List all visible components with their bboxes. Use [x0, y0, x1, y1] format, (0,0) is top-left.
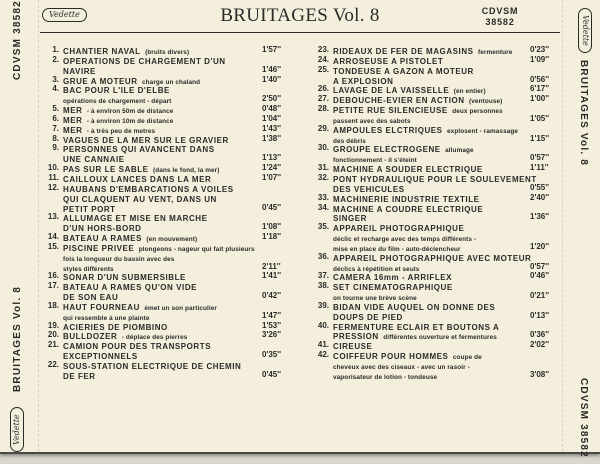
track-duration: 1'40'': [262, 74, 282, 84]
track-line: [313, 271, 553, 281]
track-title: CHANTIER NAVAL: [63, 47, 141, 56]
track-description: coupe de: [452, 354, 482, 362]
track-number: 30.: [317, 143, 329, 153]
track-description: (en mouvement): [146, 236, 198, 244]
track-number: 16.: [47, 271, 59, 281]
track-description: fermenture: [478, 49, 513, 56]
track-item[interactable]: [43, 271, 283, 281]
track-line: [43, 104, 283, 114]
track-description: plongeons - nageur qui fait plusieurs: [138, 245, 255, 253]
track-number: 4.: [52, 84, 59, 94]
track-description: déclics à répétition et seuls: [333, 265, 420, 273]
track-duration: 1'38'': [262, 133, 282, 143]
track-line: [313, 321, 553, 331]
track-title: CAILLOUX LANCES DANS LA MER: [63, 174, 212, 184]
track-title: MACHINE A SOUDER ELECTRIQUE: [333, 165, 483, 175]
track-number: 7.: [52, 123, 59, 133]
track-line: [43, 252, 283, 262]
track-title: OPERATIONS DE CHARGEMENT D'UN: [63, 56, 226, 66]
track-number: 19.: [47, 320, 59, 330]
track-duration: 1'13'': [262, 153, 282, 163]
track-title: CAMERA 16mm - ARRIFLEX: [333, 273, 453, 283]
tracklist-right: [313, 45, 553, 380]
track-duration: 1'43'': [262, 123, 282, 133]
track-title: ACIERIES DE PIOMBINO: [63, 322, 168, 332]
track-duration: 1'47'': [262, 310, 282, 320]
track-number: 28.: [317, 104, 329, 114]
track-number: 23.: [317, 45, 329, 54]
track-title: BULLDOZER: [63, 332, 118, 342]
track-duration: 0'55'': [530, 182, 550, 192]
track-description: on tourne une brève scène: [333, 295, 417, 303]
track-description: - déplace des pierres: [121, 334, 188, 342]
track-description: styles différents: [63, 265, 114, 273]
track-line: [43, 114, 283, 124]
track-number: 26.: [317, 84, 329, 94]
track-item[interactable]: [43, 45, 283, 55]
track-title: COIFFEUR POUR HOMMES: [333, 352, 449, 362]
track-number: 36.: [317, 251, 329, 261]
track-title: HAUBANS D'EMBARCATIONS A VOILES: [63, 184, 234, 194]
track-duration: 0'23'': [530, 45, 550, 54]
right-spine-vedette-logo: Vedette: [578, 8, 592, 53]
left-spine-vedette-logo: Vedette: [10, 407, 24, 452]
track-line: [313, 45, 553, 55]
track-line: [313, 55, 553, 65]
track-number: 34.: [317, 202, 329, 212]
track-item[interactable]: [313, 124, 553, 144]
track-number: 31.: [317, 163, 329, 173]
track-duration: 0'56'': [530, 74, 550, 84]
track-item[interactable]: [313, 55, 553, 65]
track-line: [43, 291, 283, 301]
track-title: PISCINE PRIVEE: [63, 243, 135, 253]
track-title: AMPOULES ELCTRIQUES: [333, 125, 443, 135]
track-line: [43, 55, 283, 65]
track-duration: 0'48'': [262, 104, 282, 114]
track-title: PRESSION: [333, 332, 379, 342]
track-title: PETITE RUE SILENCIEUSE: [333, 106, 448, 116]
track-title: MACHINERIE INDUSTRIE TEXTILE: [333, 194, 480, 204]
track-line: [43, 163, 283, 173]
track-line: [313, 134, 553, 144]
track-duration: 1'18'': [262, 232, 282, 242]
track-line: [313, 242, 553, 252]
track-duration: 1'05'': [530, 113, 550, 123]
track-description: - à environ 50m de distance: [86, 108, 174, 116]
track-item[interactable]: [43, 143, 283, 163]
track-item[interactable]: [43, 124, 283, 134]
track-item[interactable]: [43, 84, 283, 104]
track-title: SINGER: [333, 214, 367, 224]
tracklist-left: [43, 45, 283, 380]
track-description: déclic et recharge avec des temps différents -: [333, 236, 477, 244]
track-description: qui ressemble à une plainte: [63, 314, 150, 322]
track-line: [313, 75, 553, 85]
catalog-prefix: CDVSM: [481, 6, 519, 16]
track-line: [313, 84, 553, 94]
track-duration: 1'24'': [262, 163, 282, 173]
track-description: (dans le fond, la mer): [153, 167, 220, 175]
track-line: [43, 134, 283, 144]
track-item[interactable]: [43, 212, 283, 232]
track-item[interactable]: [43, 55, 283, 75]
track-title: SOUS-STATION ELECTRIQUE DE CHEMIN: [63, 362, 242, 371]
track-number: 33.: [317, 192, 329, 202]
track-title: A EXPLOSION: [333, 76, 394, 86]
track-item[interactable]: [313, 340, 553, 350]
track-title: APPAREIL PHOTOGRAPHIQUE AVEC MOTEUR: [333, 253, 532, 263]
track-duration: 1'09'': [530, 54, 550, 64]
track-description: explosent - ramassage: [447, 127, 519, 135]
track-line: [313, 311, 553, 321]
track-item[interactable]: [43, 360, 283, 380]
track-number: 15.: [47, 241, 59, 251]
track-line: [313, 94, 553, 104]
track-duration: 0'35'': [262, 350, 282, 360]
track-item[interactable]: [313, 321, 553, 341]
track-duration: 0'36'': [530, 330, 550, 340]
track-text: [333, 370, 437, 383]
track-line: [313, 173, 553, 183]
track-number: 38.: [317, 281, 329, 291]
track-line: [313, 340, 553, 350]
track-item[interactable]: [313, 104, 553, 124]
track-title: BATEAU A RAMES QU'ON VIDE: [63, 283, 198, 293]
track-duration: 2'11'': [262, 261, 281, 271]
track-title: BIDAN VIDE AUQUEL ON DONNE DES: [333, 302, 496, 312]
track-duration: 6'17'': [530, 84, 550, 94]
track-title: EXCEPTIONNELS: [63, 352, 138, 362]
track-line: [43, 212, 283, 222]
right-spine-title: BRUITAGES Vol. 8: [578, 60, 589, 167]
track-line: [43, 183, 283, 193]
track-item[interactable]: [43, 114, 283, 124]
track-description: - à environ 10m de distance: [86, 117, 174, 125]
track-item[interactable]: [313, 271, 553, 281]
track-line: [313, 232, 553, 242]
track-line: [313, 222, 553, 232]
track-number: 18.: [47, 300, 59, 310]
track-line: [313, 360, 553, 370]
track-title: DOUPS DE PIED: [333, 312, 403, 322]
vedette-logo: Vedette: [42, 8, 87, 22]
track-line: [43, 340, 283, 350]
track-line: [43, 203, 283, 213]
track-item[interactable]: [43, 281, 283, 301]
track-duration: 1'00'': [530, 94, 550, 104]
track-number: 5.: [52, 104, 59, 114]
track-item[interactable]: [313, 350, 553, 380]
track-line: [43, 143, 283, 153]
track-line: [43, 350, 283, 360]
track-duration: 0'46'': [530, 271, 550, 281]
track-number: 32.: [317, 172, 329, 182]
track-title: APPAREIL PHOTOGRAPHIQUE: [333, 224, 465, 234]
track-description: fonctionnement - il s'éteint: [333, 157, 417, 165]
track-line: [313, 212, 553, 222]
track-duration: 0'45'': [262, 369, 282, 379]
track-title: RIDEAUX DE FER DE MAGASINS: [333, 47, 474, 56]
track-number: 14.: [47, 232, 59, 242]
track-title: SONAR D'UN SUBMERSIBLE: [63, 273, 186, 283]
track-description: deux personnes: [452, 108, 503, 116]
track-duration: 2'50'': [262, 94, 282, 104]
track-number: 21.: [47, 340, 59, 350]
track-item[interactable]: [313, 163, 553, 173]
track-line: [313, 153, 553, 163]
track-duration: 1'07'': [262, 172, 282, 182]
track-duration: 1'04'': [262, 113, 282, 123]
track-duration: 0'45'': [262, 202, 282, 212]
track-number: 13.: [47, 212, 59, 222]
catalog-number: [470, 6, 530, 28]
track-title: PERSONNES QUI AVANCENT DANS: [63, 145, 215, 155]
track-duration: 1'36'': [530, 212, 550, 222]
track-line: [313, 65, 553, 75]
track-title: DE SON EAU: [63, 293, 119, 303]
track-duration: 1'57'': [262, 45, 282, 54]
track-title: CIREUSE: [333, 342, 373, 352]
track-line: [43, 232, 283, 242]
track-title: UNE CANNAIE: [63, 155, 125, 165]
track-number: 22.: [47, 360, 59, 369]
track-duration: 1'08'': [262, 222, 282, 232]
track-duration: 1'41'': [262, 271, 282, 281]
track-title: FERMENTURE ECLAIR ET BOUTONS A: [333, 322, 500, 332]
track-title: BATEAU A RAMES: [63, 234, 142, 244]
track-title: D'UN HORS-BORD: [63, 224, 142, 234]
track-title: GROUPE ELECTROGENE: [333, 145, 441, 155]
left-spine-fold: [38, 0, 39, 452]
track-item[interactable]: [43, 75, 283, 85]
track-item[interactable]: [43, 232, 283, 242]
track-line: [43, 193, 283, 203]
track-number: 8.: [52, 133, 59, 143]
track-duration: 3'26'': [262, 330, 282, 340]
track-item[interactable]: [313, 84, 553, 94]
track-item[interactable]: [313, 193, 553, 203]
track-item[interactable]: [313, 252, 553, 272]
track-line: [43, 84, 283, 94]
track-line: [43, 65, 283, 75]
right-spine-catalog: CDVSM 38582: [578, 378, 589, 458]
track-number: 3.: [52, 74, 59, 84]
track-item[interactable]: [313, 203, 553, 223]
track-title: VAGUES DE LA MER SUR LE GRAVIER: [63, 135, 229, 145]
track-duration: 3'08'': [530, 369, 550, 379]
track-line: [43, 94, 283, 104]
right-spine-fold: [562, 0, 563, 452]
track-title: HAUT FOURNEAU: [63, 302, 140, 312]
track-description: (ventouse): [469, 98, 503, 106]
track-description: allumage: [445, 147, 474, 155]
track-line: [313, 124, 553, 134]
track-line: [43, 370, 283, 380]
track-title: MACHINE A COUDRE ELECTRIQUE: [333, 204, 484, 214]
track-line: [313, 291, 553, 301]
track-title: ALLUMAGE ET MISE EN MARCHE: [63, 214, 208, 224]
track-number: 37.: [317, 271, 329, 281]
track-line: [43, 301, 283, 311]
track-line: [43, 311, 283, 321]
track-number: 42.: [317, 350, 329, 360]
track-title: QUI CLAQUENT AU VENT, DANS UN: [63, 194, 217, 204]
track-title: DES VEHICULES: [333, 184, 405, 194]
track-title: CAMION POUR DES TRANSPORTS: [63, 342, 212, 352]
track-title: DE FER: [63, 371, 96, 381]
track-line: [313, 193, 553, 203]
track-duration: 0'13'': [530, 310, 550, 320]
track-item[interactable]: [43, 173, 283, 183]
track-line: [43, 75, 283, 85]
track-line: [313, 252, 553, 262]
track-description: émet un son particulier: [144, 304, 218, 312]
track-title: MER: [63, 115, 83, 125]
track-item[interactable]: [313, 65, 553, 85]
track-line: [43, 222, 283, 232]
track-description: cheveux avec des ciseaux - avec un rasoir -: [333, 364, 470, 371]
track-duration: 0'57'': [530, 261, 550, 271]
track-title: PONT HYDRAULIQUE POUR LE SOULEVEMENT: [333, 174, 537, 184]
track-description: des débris: [333, 137, 366, 145]
track-item[interactable]: [313, 301, 553, 321]
track-text: [63, 370, 96, 382]
left-spine-title: BRUITAGES Vol. 8: [12, 285, 23, 392]
track-number: 11.: [48, 172, 59, 182]
track-description: - à très peu de metres: [86, 127, 156, 135]
track-title: DEBOUCHE-EVIER EN ACTION: [333, 96, 465, 106]
track-item[interactable]: [43, 330, 283, 340]
track-item[interactable]: [43, 242, 283, 272]
track-line: [313, 114, 553, 124]
track-item[interactable]: [43, 104, 283, 114]
track-title: PETIT PORT: [63, 204, 116, 214]
track-duration: 1'15'': [530, 133, 550, 143]
track-title: MER: [63, 125, 83, 135]
track-line: [43, 360, 283, 370]
track-title: GRUE A MOTEUR: [63, 76, 138, 86]
track-number: 41.: [317, 340, 329, 350]
track-duration: 0'57'': [530, 153, 550, 163]
track-line: [313, 203, 553, 213]
left-spine-catalog: CDVSM 38582: [12, 0, 23, 80]
track-line: [313, 330, 553, 340]
track-line: [313, 262, 553, 272]
track-line: [43, 173, 283, 183]
track-line: [43, 330, 283, 340]
track-item[interactable]: [313, 143, 553, 163]
track-line: [313, 350, 553, 360]
track-line: [313, 301, 553, 311]
track-duration: 1'46'': [262, 64, 282, 74]
track-number: 12.: [47, 182, 59, 192]
track-number: 9.: [52, 143, 59, 153]
track-number: 2.: [52, 54, 59, 64]
track-duration: 0'42'': [262, 291, 282, 301]
track-number: 39.: [317, 300, 329, 310]
track-description: (en entier): [453, 88, 486, 96]
track-description: (bruits divers): [145, 49, 190, 56]
album-title: BRUITAGES Vol. 8: [220, 5, 380, 26]
track-item[interactable]: [43, 183, 283, 213]
track-title: TONDEUSE A GAZON A MOTEUR: [333, 66, 474, 76]
track-item[interactable]: [43, 163, 283, 173]
track-description: vaporisateur de lotion - tondeuse: [333, 373, 438, 381]
track-number: 25.: [317, 64, 329, 74]
track-item[interactable]: [313, 281, 553, 301]
track-line: [313, 183, 553, 193]
track-line: [313, 104, 553, 114]
track-line: [43, 45, 283, 55]
track-title: NAVIRE: [63, 66, 96, 76]
track-line: [43, 242, 283, 252]
track-number: 20.: [47, 330, 59, 340]
track-line: [313, 163, 553, 173]
track-number: 10.: [47, 163, 59, 173]
track-line: [43, 262, 283, 272]
track-line: [43, 321, 283, 331]
track-item[interactable]: [43, 340, 283, 360]
catalog-code: 38582: [485, 17, 515, 27]
track-item[interactable]: [43, 134, 283, 144]
track-description: différentes ouverture et fermentures: [383, 334, 497, 342]
track-number: 17.: [47, 281, 59, 291]
track-item[interactable]: [313, 173, 553, 193]
track-line: [313, 143, 553, 153]
track-duration: 2'02'': [530, 340, 550, 350]
track-duration: 1'20'': [530, 241, 550, 251]
track-title: LAVAGE DE LA VAISSELLE: [333, 86, 450, 96]
track-line: [313, 281, 553, 291]
header-rule: [40, 32, 560, 33]
track-item[interactable]: [43, 301, 283, 321]
track-title: PAS SUR LE SABLE: [63, 165, 149, 175]
track-title: SET CINEMATOGRAPHIQUE: [333, 283, 453, 293]
track-line: [313, 370, 553, 380]
track-title: BAC POUR L'ILE D'ELBE: [63, 86, 170, 96]
track-description: passent avec des sabots: [333, 117, 411, 125]
track-item[interactable]: [313, 45, 553, 55]
track-item[interactable]: [313, 94, 553, 104]
track-number: 6.: [52, 113, 59, 123]
track-description: fois la longueur du bassin avec des: [63, 255, 175, 263]
track-number: 1.: [52, 45, 59, 54]
track-title: MER: [63, 106, 83, 116]
track-duration: 0'21'': [530, 291, 550, 301]
track-line: [43, 271, 283, 281]
track-title: ARROSEUSE A PISTOLET: [333, 56, 444, 66]
track-duration: 1'11'': [530, 163, 549, 173]
track-item[interactable]: [43, 321, 283, 331]
track-item[interactable]: [313, 222, 553, 252]
track-number: 27.: [317, 94, 329, 104]
track-line: [43, 281, 283, 291]
track-number: 24.: [317, 54, 329, 64]
track-description: charge un chaland: [142, 78, 201, 86]
track-description: opérations de chargement - départ: [63, 98, 172, 106]
track-description: mise en place du film - auto-déclencheur: [333, 245, 461, 253]
track-number: 40.: [317, 320, 329, 330]
track-duration: 2'40'': [530, 192, 550, 202]
track-number: 35.: [317, 222, 329, 232]
track-line: [43, 124, 283, 134]
track-duration: 1'53'': [262, 320, 282, 330]
track-number: 29.: [317, 123, 329, 133]
track-line: [43, 153, 283, 163]
